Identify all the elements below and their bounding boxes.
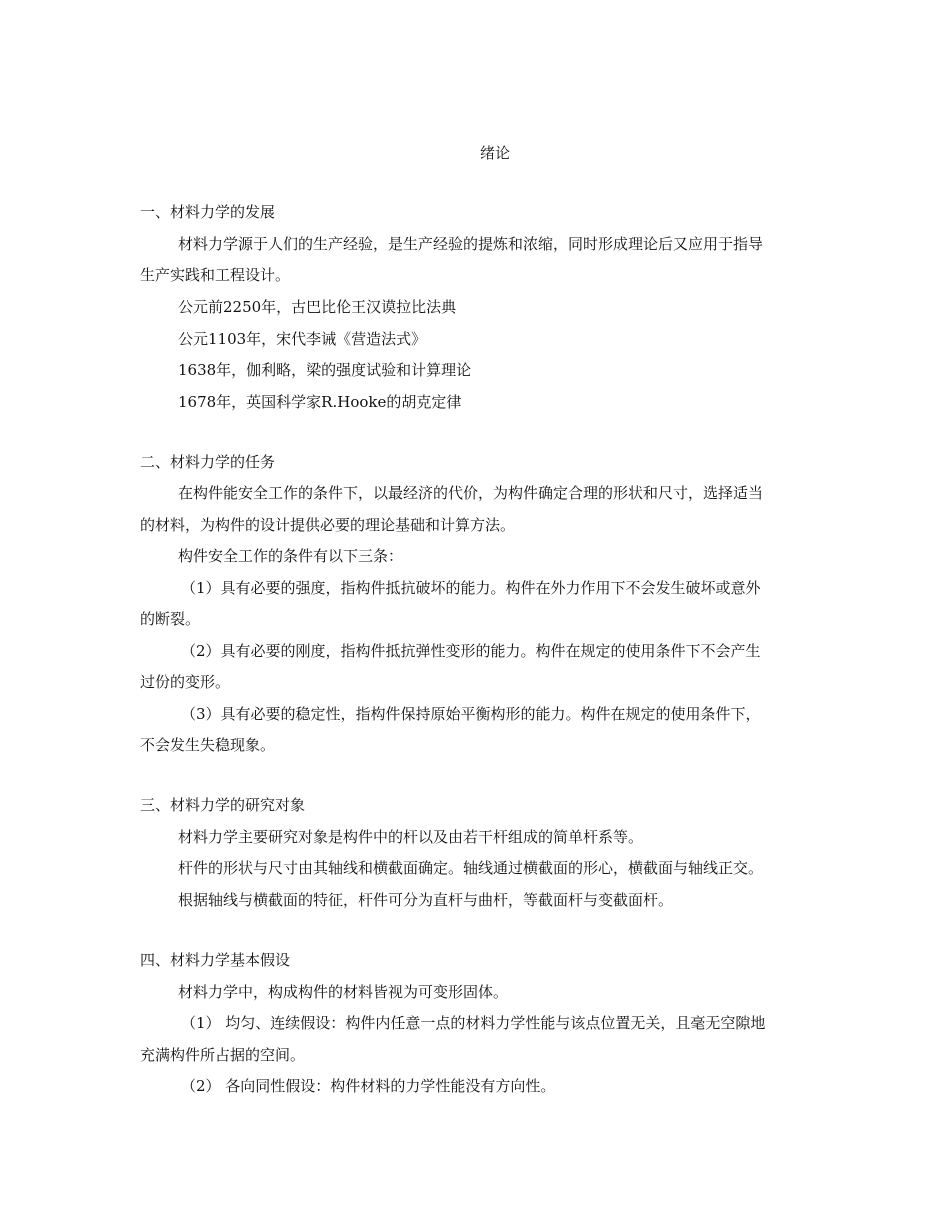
condition-3-line-2: 不会发生失稳现象。 <box>140 736 276 754</box>
section-2-conditions-intro: 构件安全工作的条件有以下三条： <box>178 547 404 565</box>
assumption-2: （2） 各向同性假设：构件材料的力学性能没有方向性。 <box>181 1077 556 1095</box>
condition-2-line-1: （2）具有必要的刚度，指构件抵抗弹性变形的能力。构件在规定的使用条件下不会产生 <box>181 642 761 660</box>
condition-3-line-1: （3）具有必要的稳定性，指构件保持原始平衡构形的能力。构件在规定的使用条件下， <box>181 705 761 723</box>
section-2-paragraph-line-1: 在构件能安全工作的条件下，以最经济的代价，为构件确定合理的形状和尺寸，选择适当 <box>178 484 764 502</box>
page-title: 绪论 <box>479 144 510 162</box>
section-1-paragraph-line-1: 材料力学源于人们的生产经验，是生产经验的提炼和浓缩，同时形成理论后又应用于指导 <box>178 235 764 253</box>
assumption-1-line-2: 充满构件所占据的空间。 <box>140 1046 306 1064</box>
assumption-1-line-1: （1） 均匀、连续假设：构件内任意一点的材料力学性能与该点位置无关，且毫无空隙地 <box>181 1014 766 1032</box>
section-1-history-item: 1678年，英国科学家R.Hooke的胡克定律 <box>178 393 462 411</box>
condition-1-line-2: 的断裂。 <box>140 610 201 628</box>
section-3-paragraph: 材料力学主要研究对象是构件中的杆以及由若干杆组成的简单杆系等。 <box>178 828 644 846</box>
section-1-history-item: 公元前2250年，古巴比伦王汉谟拉比法典 <box>178 298 457 316</box>
section-3-paragraph: 根据轴线与横截面的特征，杆件可分为直杆与曲杆，等截面杆与变截面杆。 <box>178 891 674 909</box>
section-1-paragraph-line-2: 生产实践和工程设计。 <box>140 266 291 284</box>
section-2-paragraph-line-2: 的材料，为构件的设计提供必要的理论基础和计算方法。 <box>140 516 516 534</box>
section-2-heading: 二、材料力学的任务 <box>140 453 276 471</box>
section-4-paragraph: 材料力学中，构成构件的材料皆视为可变形固体。 <box>178 983 509 1001</box>
section-1-history-item: 公元1103年，宋代李诫《营造法式》 <box>178 330 427 348</box>
section-3-paragraph: 杆件的形状与尺寸由其轴线和横截面确定。轴线通过横截面的形心，横截面与轴线正交。 <box>178 859 764 877</box>
section-1-heading: 一、材料力学的发展 <box>140 203 276 221</box>
section-4-heading: 四、材料力学基本假设 <box>140 951 291 969</box>
section-3-heading: 三、材料力学的研究对象 <box>140 796 306 814</box>
section-1-history-item: 1638年，伽利略，梁的强度试验和计算理论 <box>178 361 472 379</box>
condition-2-line-2: 过份的变形。 <box>140 673 231 691</box>
condition-1-line-1: （1）具有必要的强度，指构件抵抗破坏的能力。构件在外力作用下不会发生破坏或意外 <box>181 579 761 597</box>
